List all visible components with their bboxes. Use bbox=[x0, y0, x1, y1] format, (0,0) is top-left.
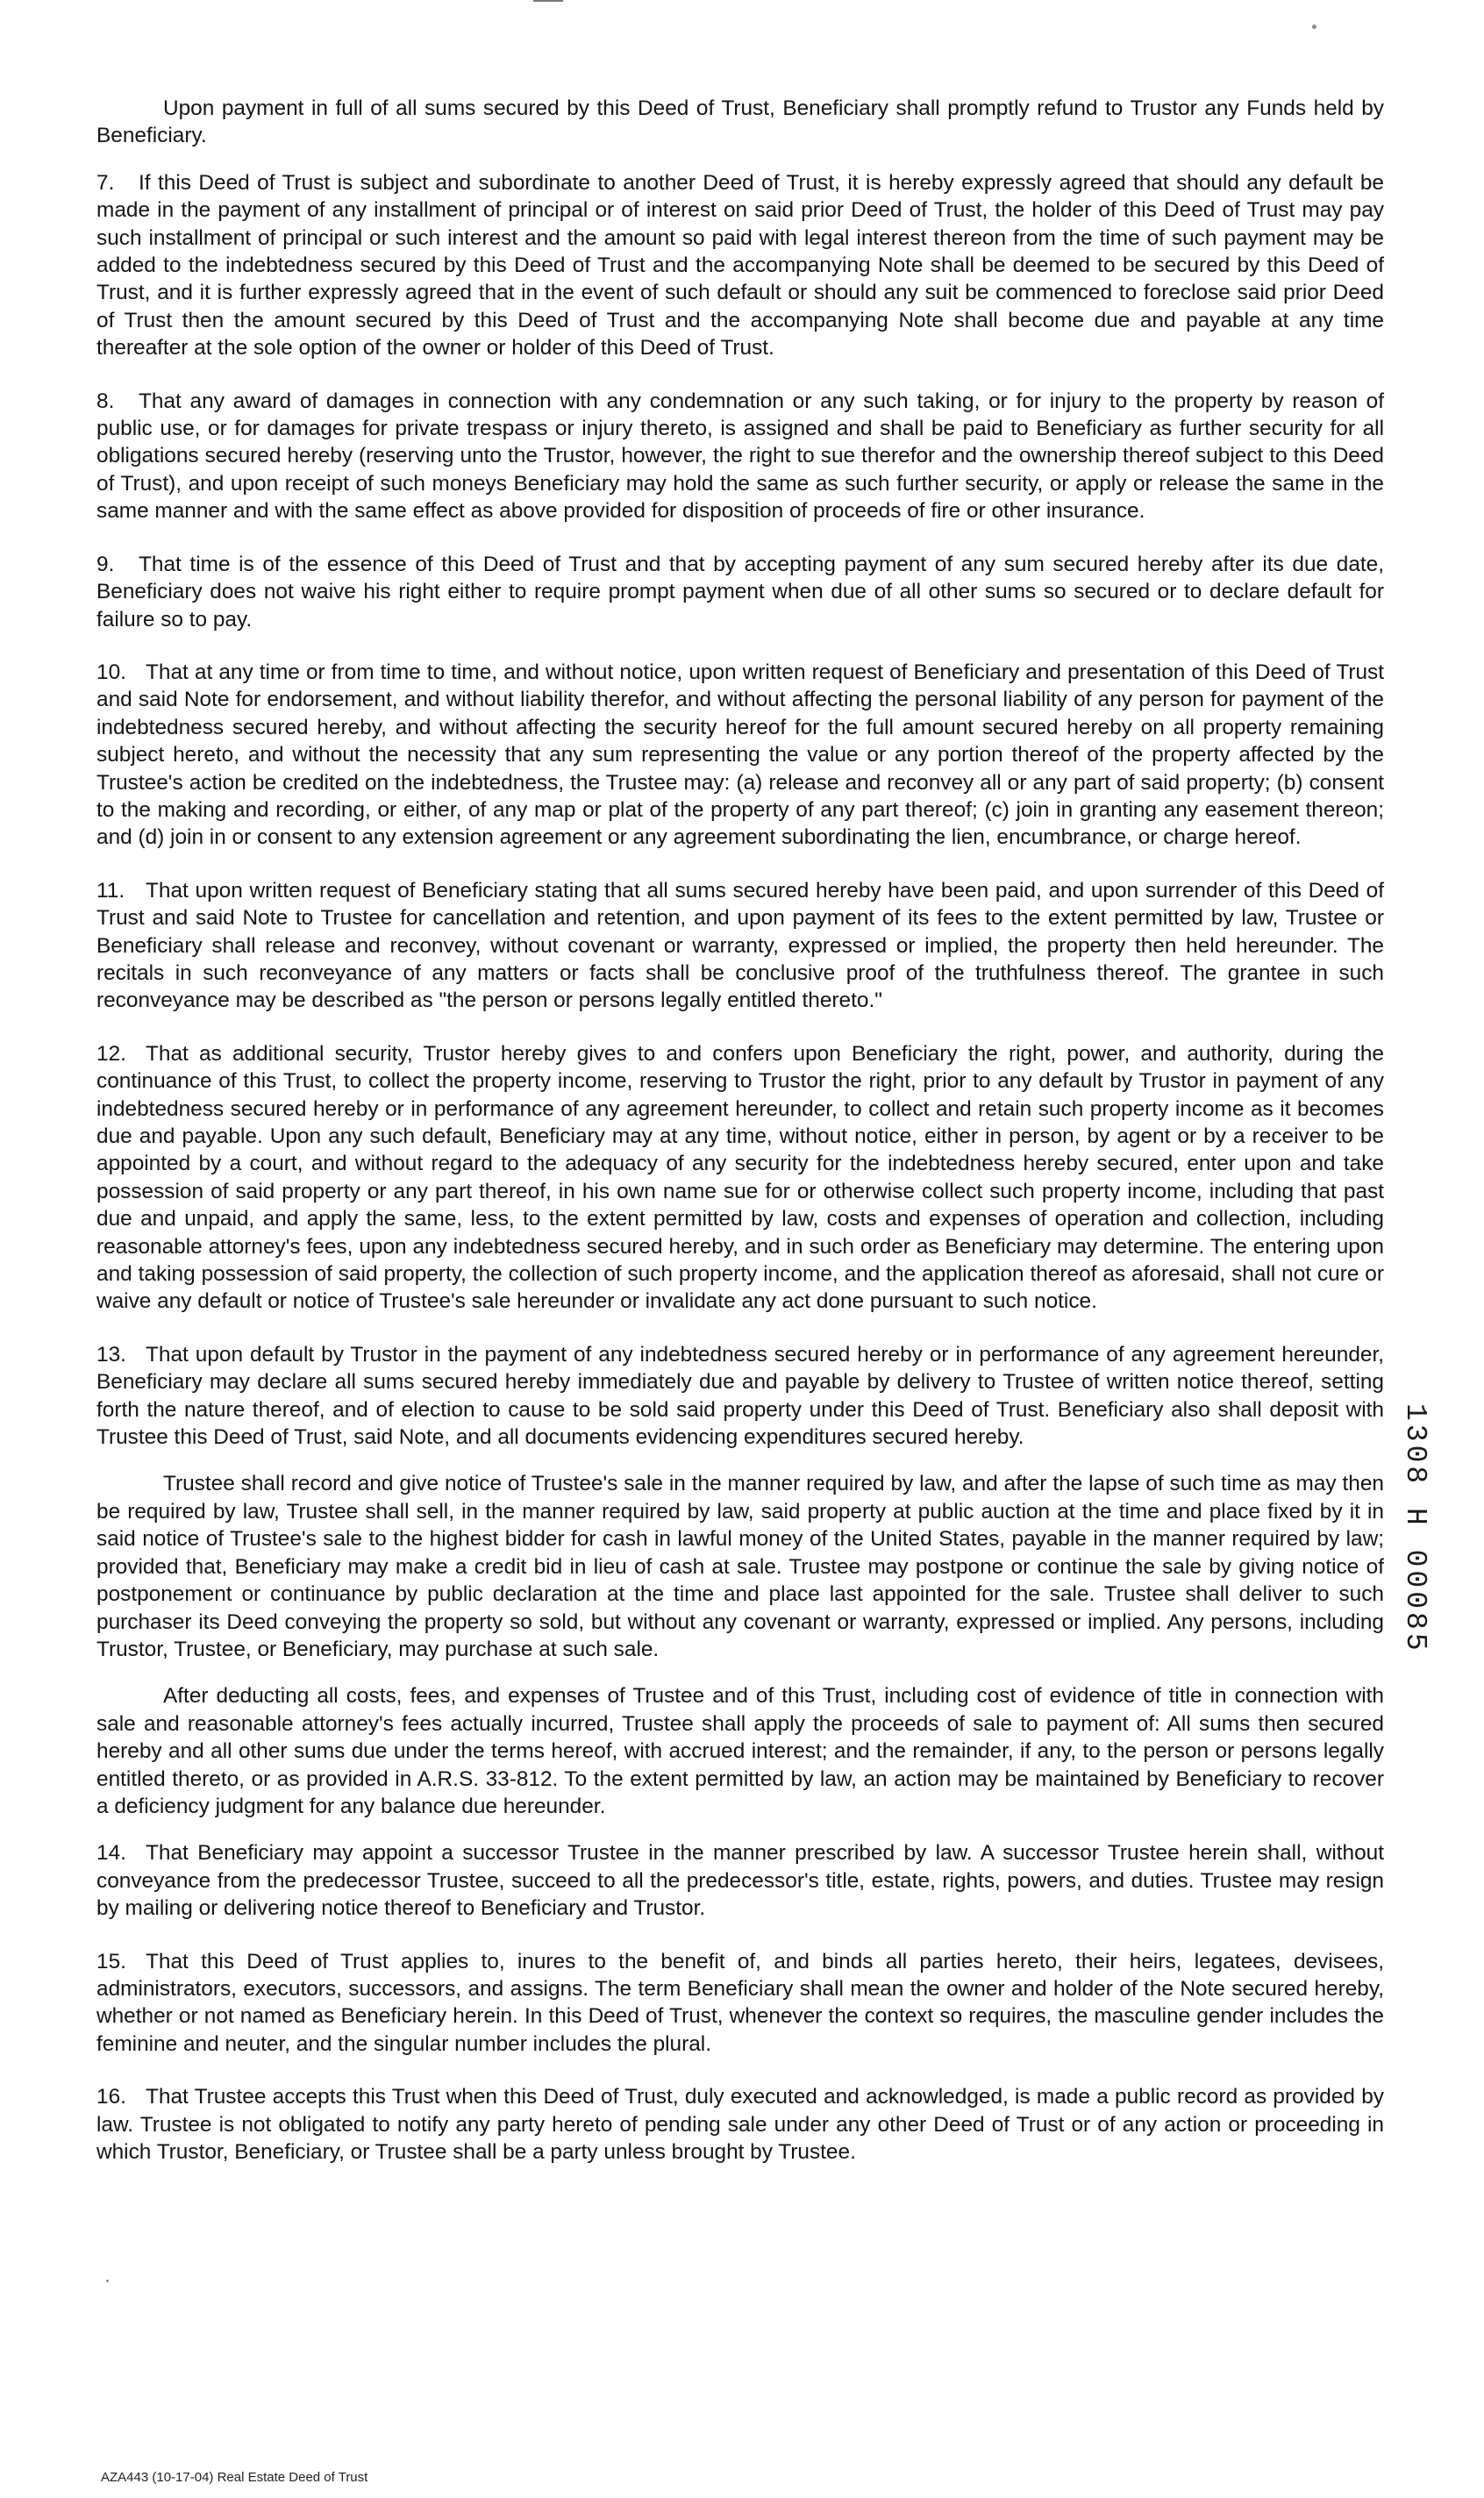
section-text: That this Deed of Trust applies to, inures to the benefit of, and binds all parties hereto, their heirs, legatees, devisees, administrators, executors, successors, and assigns. The term Beneficiary shall mean the owner and holder of the Note secured hereby, whether or not named as Beneficiary herein. In this Deed of Trust, whenever the context so requires, the masculine gender includes the feminine and neuter, and the singular number includes the plural. bbox=[96, 1949, 1384, 2056]
section-number: 14. bbox=[96, 1841, 126, 1866]
section-16 bbox=[96, 2083, 1384, 2166]
section-text: That Beneficiary may appoint a successor Trustee in the manner prescribed by law. A successor Trustee herein shall, without conveyance from the predecessor Trustee, succeed to all the predecessor's title, estate, rights, powers, and duties. Trustee may resign by mailing or delivering notice thereof to Beneficiary and Trustor. bbox=[96, 1841, 1384, 1921]
section-text: That as additional security, Trustor hereby gives to and confers upon Beneficiary the right, power, and authority, during the continuance of this Trust, to collect the property income, reserving to Trustor the right, prior to any default by Trustor in payment of any indebtedness secured hereby or in performance of any agreement hereunder, to collect and retain such property income as it becomes due and payable. Upon any such default, Beneficiary may at any time, without notice, either in person, by agent or by a receiver to be appointed by a court, and without regard to the adequacy of any security for the indebtedness hereby secured, enter upon and take possession of said property or any part thereof, in his own name sue for or otherwise collect such property income, including that past due and unpaid, and apply the same, less, to the extent permitted by law, costs and expenses of operation and collection, including reasonable attorney's fees, upon any indebtedness secured hereby, and in such order as Beneficiary may determine. The entering upon and taking possession of said property, the collection of such property income, and the application thereof as aforesaid, shall not cure or waive any default or notice of Trustee's sale hereunder or invalidate any act done pursuant to such notice. bbox=[96, 1041, 1384, 1314]
section-number: 7. bbox=[96, 170, 115, 195]
opening-paragraph: Upon payment in full of all sums secured by this Deed of Trust, Beneficiary shall promptly refund to Trustor any Funds held by Beneficiary. bbox=[96, 96, 1384, 148]
scan-mark bbox=[533, 0, 563, 2]
section-number: 13. bbox=[96, 1342, 126, 1367]
section-7 bbox=[96, 169, 1384, 362]
section-number: 9. bbox=[96, 552, 115, 576]
section-number: 10. bbox=[96, 660, 126, 684]
section-14 bbox=[96, 1839, 1384, 1922]
section-text: That any award of damages in connection with any condemnation or any such taking, or for injury to the property by reason of public use, or for damages for private trespass or injury thereto, is assigned and shall be paid to Beneficiary as further security for all obligations secured hereby (reserving unto the Trustor, however, the right to sue therefor and the ownership thereof subject to this Deed of Trust), and upon receipt of such moneys Beneficiary may hold the same as such further security, or apply or release the same in the same manner and with the same effect as above provided for disposition of proceeds of fire or other insurance. bbox=[96, 389, 1384, 524]
section-number: 11. bbox=[96, 878, 125, 903]
section-text: That Trustee accepts this Trust when this Deed of Trust, duly executed and acknowledged, is made a public record as provided by law. Trustee is not obligated to notify any party hereto of pending sale under any other Deed of Trust or of any action or proceeding in which Trustor, Beneficiary, or Trustee shall be a party unless brought by Trustee. bbox=[96, 2085, 1384, 2164]
section-number: 16. bbox=[96, 2085, 126, 2109]
section-number: 12. bbox=[96, 1041, 126, 1066]
scan-speck bbox=[106, 2280, 109, 2282]
section-text: That time is of the essence of this Deed of Trust and that by accepting payment of any sum secured hereby after its due date, Beneficiary does not waive his right either to require prompt payment when due of all other sums so secured or to declare default for failure so to pay. bbox=[96, 552, 1384, 632]
section-text: That upon default by Trustor in the payment of any indebtedness secured hereby or in performance of any agreement hereunder, Beneficiary may declare all sums secured hereby immediately due and payable by delivery to Trustee of written notice thereof, setting forth the nature thereof, and of election to cause to be sold said property under this Deed of Trust. Beneficiary also shall deposit with Trustee this Deed of Trust, said Note, and all documents evidencing expenditures secured hereby. bbox=[96, 1342, 1384, 1450]
section-11 bbox=[96, 877, 1384, 1015]
section-15 bbox=[96, 1948, 1384, 2059]
section-text: That upon written request of Beneficiary stating that all sums secured hereby have been paid, and upon surrender of this Deed of Trust and said Note to Trustee for cancellation and retention, and upon payment of its fees to the extent permitted by law, Trustee or Beneficiary shall release and reconvey, without covenant or warranty, expressed or implied, the property then held hereunder. The recitals in such reconveyance of any matters or facts shall be conclusive proof of the truthfulness thereof. The grantee in such reconveyance may be described as "the person or persons legally entitled thereto." bbox=[96, 878, 1384, 1013]
section-13 bbox=[96, 1341, 1384, 1452]
recording-number: 1308 H 00085 bbox=[1399, 1403, 1431, 1654]
section-8 bbox=[96, 388, 1384, 525]
form-footer: AZA443 (10-17-04) Real Estate Deed of Trust bbox=[101, 2470, 368, 2485]
section-text: If this Deed of Trust is subject and subordinate to another Deed of Trust, it is hereby expressly agreed that should any default be made in the payment of any installment of principal or of interest on said prior Deed of Trust, the holder of this Deed of Trust may pay such installment of principal or such interest and the amount so paid with legal interest thereon from the time of such payment may be added to the indebtedness secured by this Deed of Trust and the accompanying Note shall be deemed to be secured by this Deed of Trust, and it is further expressly agreed that in the event of such default or should any suit be commenced to foreclose said prior Deed of Trust then the amount secured by this Deed of Trust and the accompanying Note shall become due and payable at any time thereafter at the sole option of the owner or holder of this Deed of Trust. bbox=[96, 170, 1384, 360]
document-body bbox=[96, 95, 1384, 2191]
section-10 bbox=[96, 659, 1384, 852]
section-9 bbox=[96, 551, 1384, 633]
section-number: 15. bbox=[96, 1949, 126, 1973]
section-number: 8. bbox=[96, 389, 115, 413]
section-12 bbox=[96, 1040, 1384, 1316]
scan-speck bbox=[1312, 25, 1316, 29]
section-13-proceeds-paragraph: After deducting all costs, fees, and expenses of Trustee and of this Trust, including cost of evidence of title in connection with sale and reasonable attorney's fees actually incurred, Trustee shall apply the proceeds of sale to payment of: All sums then secured hereby and all other sums due under the terms hereof, with accrued interest; and the remainder, if any, to the person or persons legally entitled thereto, or as provided in A.R.S. 33-812. To the extent permitted by law, an action may be maintained by Beneficiary to recover a deficiency judgment for any balance due hereunder. bbox=[96, 1684, 1384, 1818]
section-text: That at any time or from time to time, and without notice, upon written request of Beneficiary and presentation of this Deed of Trust and said Note for endorsement, and without liability therefor, and without affecting the personal liability of any person for payment of the indebtedness secured hereby, and without affecting the security hereof for the full amount secured hereby on all property remaining subject hereto, and without the necessity that any sum representing the value or any portion thereof of the property affected by the Trustee's action be credited on the indebtedness, the Trustee may: (a) release and reconvey all or any part of said property; (b) consent to the making and recording, or either, of any map or plat of the property of any part thereof; (c) join in granting any easement thereon; and (d) join in or consent to any extension agreement or any agreement subordinating the lien, encumbrance, or charge hereof. bbox=[96, 660, 1384, 850]
section-13-sale-paragraph: Trustee shall record and give notice of Trustee's sale in the manner required by law, and after the lapse of such time as may then be required by law, Trustee shall sell, in the manner required by law, said property at public auction at the time and place fixed by it in said notice of Trustee's sale to the highest bidder for cash in lawful money of the United States, payable in the manner required by law; provided that, Beneficiary may make a credit bid in lieu of cash at sale. Trustee may postpone or continue the sale by giving notice of postponement or continuance by public declaration at the time and place last appointed for the sale. Trustee shall deliver to such purchaser its Deed conveying the property so sold, but without any covenant or warranty, expressed or implied. Any persons, including Trustor, Trustee, or Beneficiary, may purchase at such sale. bbox=[96, 1472, 1384, 1661]
